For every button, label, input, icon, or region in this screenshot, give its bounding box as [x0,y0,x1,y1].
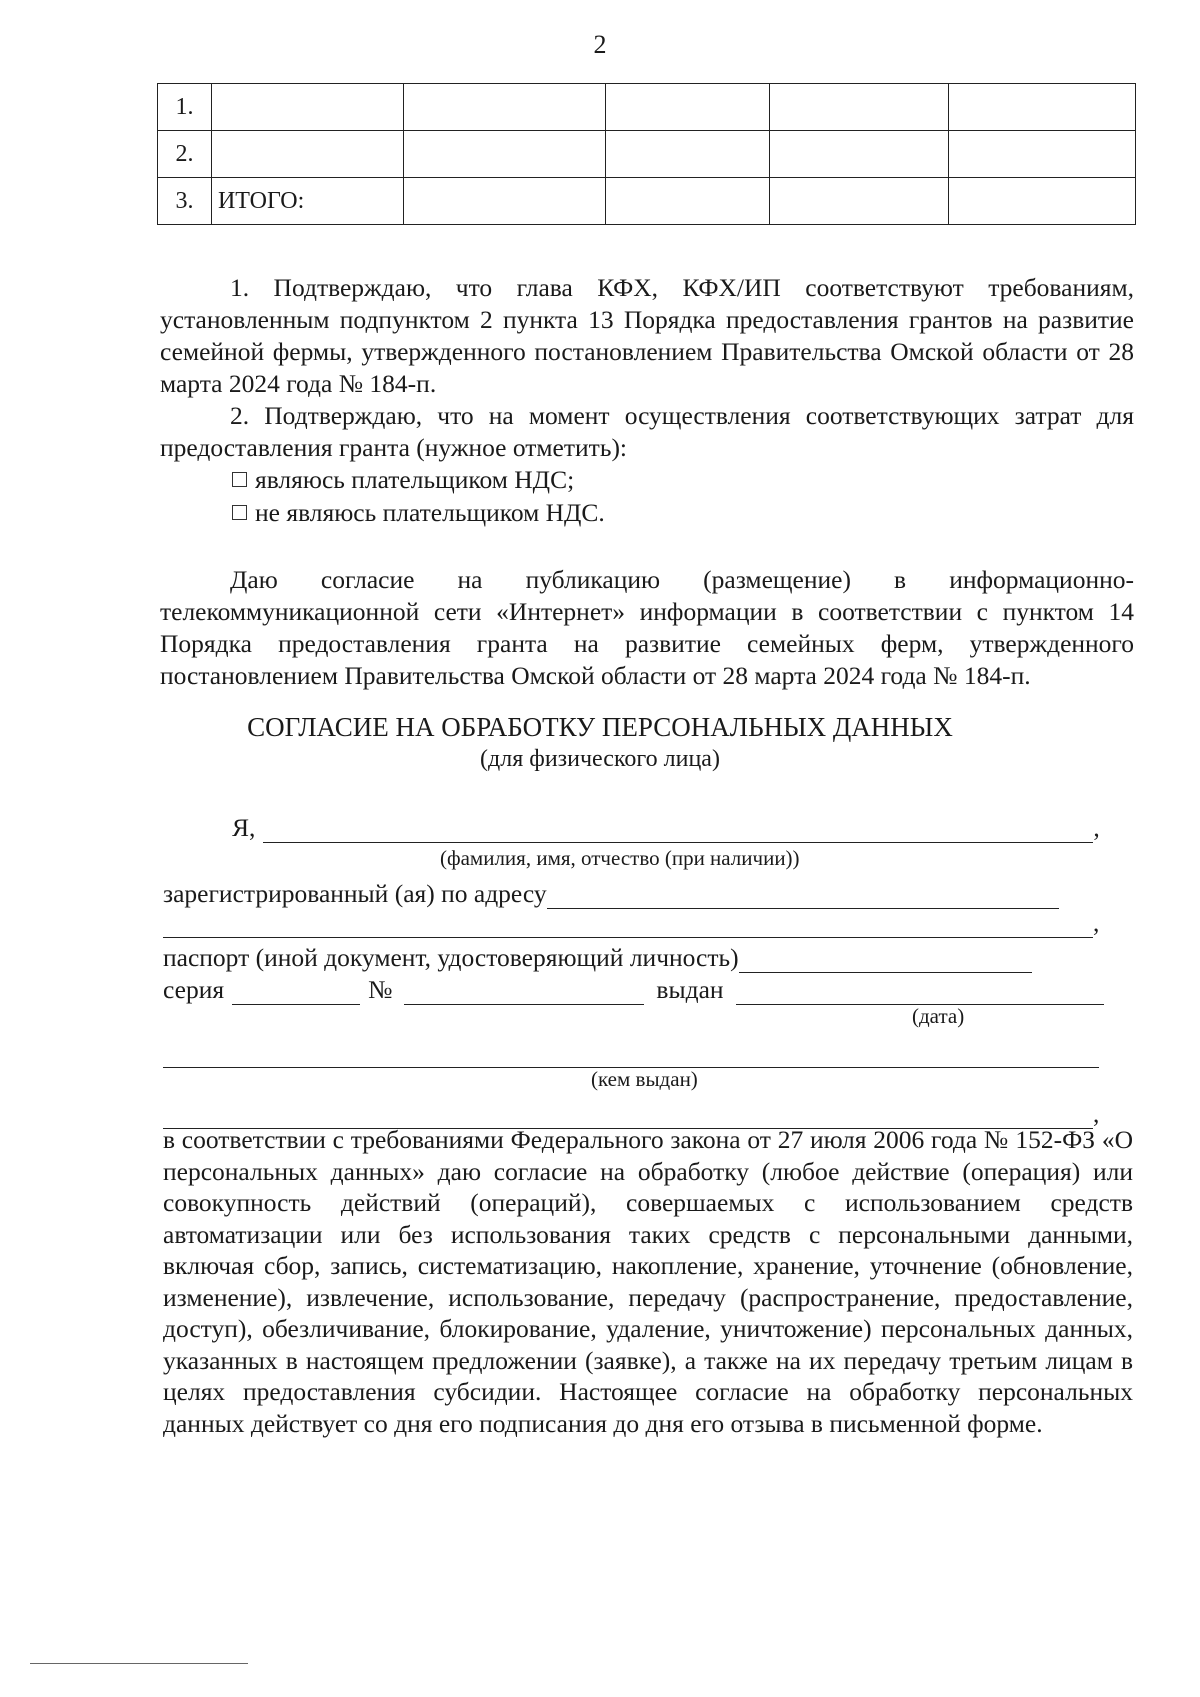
confirmation-1: 1. Подтверждаю, что глава КФХ, КФХ/ИП соответствуют требованиям, установленным подпунктом 2 пункта 13 Порядка предоставления грантов на развитие семейной фермы, утвержденного постановлением Правительства Омской области от 28 марта 2024 года № 184-п. [160,273,1134,398]
date-caption: (дата) [912,1004,965,1028]
publication-consent-block [160,564,1134,692]
table-cell [949,178,1136,225]
consent-subtitle: (для физического лица) [480,746,720,772]
table-cell [403,84,605,131]
passport-field[interactable] [739,946,1032,973]
footnote-rule [30,1663,248,1664]
vat-payer-label: являюсь плательщиком НДС; [255,465,575,494]
i-label: Я, [232,813,256,842]
publication-consent: Даю согласие на публикацию (размещение) в информационно-телекоммуникационной сети «Интернет» информации в соответствии с пунктом 14 Порядка предоставления гранта на развитие семейных ферм, утвержденного постановлением Правительства Омской области от 28 марта 2024 года № 184-п. [160,565,1134,690]
row-label [211,84,403,131]
table-row [158,178,1136,225]
comma: , [1093,908,1100,937]
table-cell [949,131,1136,178]
address-row-2 [163,908,1099,938]
comma: , [1093,813,1100,842]
vat-payer-option[interactable] [232,464,574,496]
row-number: 3. [158,178,212,225]
consent-title: СОГЛАСИЕ НА ОБРАБОТКУ ПЕРСОНАЛЬНЫХ ДАННЫХ [247,712,953,742]
row-label [211,131,403,178]
series-label: серия [163,975,225,1004]
vat-nonpayer-label: не являюсь плательщиком НДС. [255,498,605,527]
issued-by-row [163,1041,1099,1068]
checkbox-icon[interactable] [232,472,247,487]
passport-label: паспорт (иной документ, удостоверяющий личность) [163,943,739,972]
address-label: зарегистрированный (ая) по адресу [163,879,547,908]
table-row [158,84,1136,131]
passport-number-field[interactable] [404,978,644,1005]
comma: , [1093,1099,1100,1128]
table-cell [605,178,770,225]
series-row [163,975,1104,1005]
table-cell [949,84,1136,131]
table-cell [770,178,949,225]
table-row [158,131,1136,178]
page-number: 2 [593,30,607,59]
table-cell [770,131,949,178]
expense-table [157,83,1136,225]
series-field[interactable] [232,978,360,1005]
confirmation-paragraphs [160,272,1134,464]
address-field-2[interactable] [163,911,1093,938]
table-cell [770,84,949,131]
passport-row [163,943,1032,973]
table-cell [403,178,605,225]
issued-label: выдан [656,975,724,1004]
number-label: № [368,975,393,1004]
table-cell [403,131,605,178]
row-number: 2. [158,131,212,178]
checkbox-icon[interactable] [232,505,247,520]
address-field[interactable] [547,882,1059,909]
issued-by-field[interactable] [163,1041,1099,1068]
confirmation-2: 2. Подтверждаю, что на момент осуществления соответствующих затрат для предоставления гранта (нужное отметить): [160,401,1134,462]
name-caption: (фамилия, имя, отчество (при наличии)) [440,846,800,870]
consent-text: в соответствии с требованиями Федерального закона от 27 июля 2006 года № 152-ФЗ «О персональных данных» даю согласие на обработку (любое действие (операция) или совокупность действий (операций), совершаемых с использованием средств автоматизации или без использования таких средств с персональными данными, включая сбор, запись, систематизацию, накопление, хранение, уточнение (обновление, изменение), извлечение, использование, передачу (распространение, предоставление, доступ), обезличивание, блокирование, удаление, уничтожение) персональных данных, указанных в настоящем предложении (заявке), а также на их передачу третьим лицам в целях предоставления субсидии. Настоящее согласие на обработку персональных данных действует со дня его подписания до дня его отзыва в письменной форме. [163,1125,1133,1438]
issue-date-field[interactable] [736,978,1104,1005]
name-field[interactable] [263,816,1093,843]
row-label: ИТОГО: [211,178,403,225]
vat-nonpayer-option[interactable] [232,497,605,529]
row-number: 1. [158,84,212,131]
issued-by-caption: (кем выдан) [591,1067,698,1091]
table-cell [605,84,770,131]
address-row [163,879,1059,909]
name-row [232,813,1100,843]
table-cell [605,131,770,178]
